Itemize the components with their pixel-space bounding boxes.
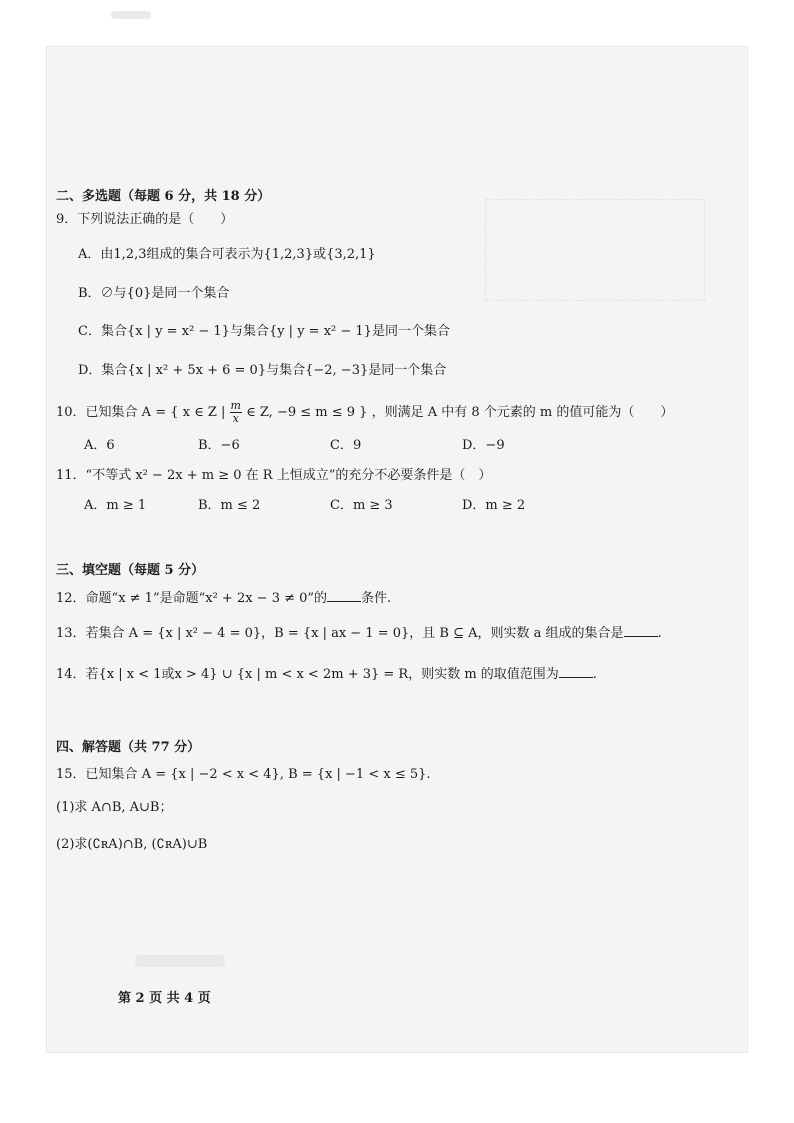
question-10-option-c: C．9 — [330, 438, 362, 453]
question-13 — [56, 624, 662, 643]
answer-blank — [327, 589, 361, 602]
answer-blank — [624, 624, 658, 637]
question-15-stem: 15．已知集合 A = {x | −2 < x < 4}, B = {x | −1 < x ≤ 5}. — [56, 767, 431, 782]
section-heading-fill-in: 三、填空题（每题 5 分） — [56, 563, 205, 578]
question-11-option-a: A．m ≥ 1 — [84, 498, 147, 513]
question-9-option-b: B．∅与{0}是同一个集合 — [78, 286, 230, 301]
question-9-option-d: D．集合{x | x² + 5x + 6 = 0}与集合{−2, −3}是同一个集合 — [78, 363, 447, 378]
question-11-stem: 11．“不等式 x² − 2x + m ≥ 0 在 R 上恒成立”的充分不必要条件是（ ） — [56, 468, 492, 483]
question-9-stem: 9．下列说法正确的是（ ） — [56, 212, 234, 227]
question-13-text: 13．若集合 A = {x | x² − 4 = 0}，B = {x | ax − 1 = 0}，且 B ⊆ A，则实数 a 组成的集合是 — [56, 626, 624, 641]
answer-blank — [559, 665, 593, 678]
question-10-option-b: B．−6 — [198, 438, 240, 453]
question-9-option-c: C．集合{x | y = x² − 1}与集合{y | y = x² − 1}是同一个集合 — [78, 324, 450, 339]
scan-smudge — [111, 11, 151, 19]
question-13-tail: . — [657, 626, 662, 641]
question-12-tail: 条件. — [361, 591, 392, 606]
question-10-option-d: D．−9 — [462, 438, 505, 453]
question-10-stem — [56, 400, 673, 425]
question-14-tail: . — [592, 667, 597, 682]
question-11-option-c: C．m ≥ 3 — [330, 498, 393, 513]
section-heading-free-response: 四、解答题（共 77 分） — [56, 740, 201, 755]
fraction-numerator: m — [230, 399, 241, 412]
section-heading-multiple-choice: 二、多选题（每题 6 分，共 18 分） — [56, 189, 271, 204]
question-12-text: 12．命题“x ≠ 1”是命题“x² + 2x − 3 ≠ 0”的 — [56, 591, 328, 606]
question-10-set-left: { x ∈ Z | — [170, 405, 226, 420]
question-10-option-a: A．6 — [84, 438, 115, 453]
question-9-option-a: A．由1,2,3组成的集合可表示为{1,2,3}或{3,2,1} — [78, 247, 376, 262]
fraction-denominator: x — [232, 412, 239, 425]
question-14 — [56, 665, 597, 684]
question-15-part-1: (1)求 A∩B, A∪B； — [56, 800, 173, 815]
question-14-text: 14．若{x | x < 1或x > 4} ∪ {x | m < x < 2m + 3} = R，则实数 m 的取值范围为 — [56, 667, 559, 682]
question-10-prefix: 10．已知集合 A = — [56, 405, 167, 420]
page-footer: 第 2 页 共 4 页 — [118, 991, 211, 1006]
question-12 — [56, 589, 391, 608]
question-11-option-d: D．m ≥ 2 — [462, 498, 526, 513]
faded-stamp-area — [485, 199, 705, 301]
question-10-set-right: ∈ Z, −9 ≤ m ≤ 9 } — [246, 405, 368, 420]
scan-smudge — [135, 955, 225, 967]
question-10-suffix: ，则满足 A 中有 8 个元素的 m 的值可能为（ ） — [371, 405, 674, 420]
question-15-part-2: (2)求(∁ʀA)∩B, (∁ʀA)∪B — [56, 837, 208, 852]
question-10-fraction — [230, 400, 242, 425]
question-11-option-b: B．m ≤ 2 — [198, 498, 261, 513]
